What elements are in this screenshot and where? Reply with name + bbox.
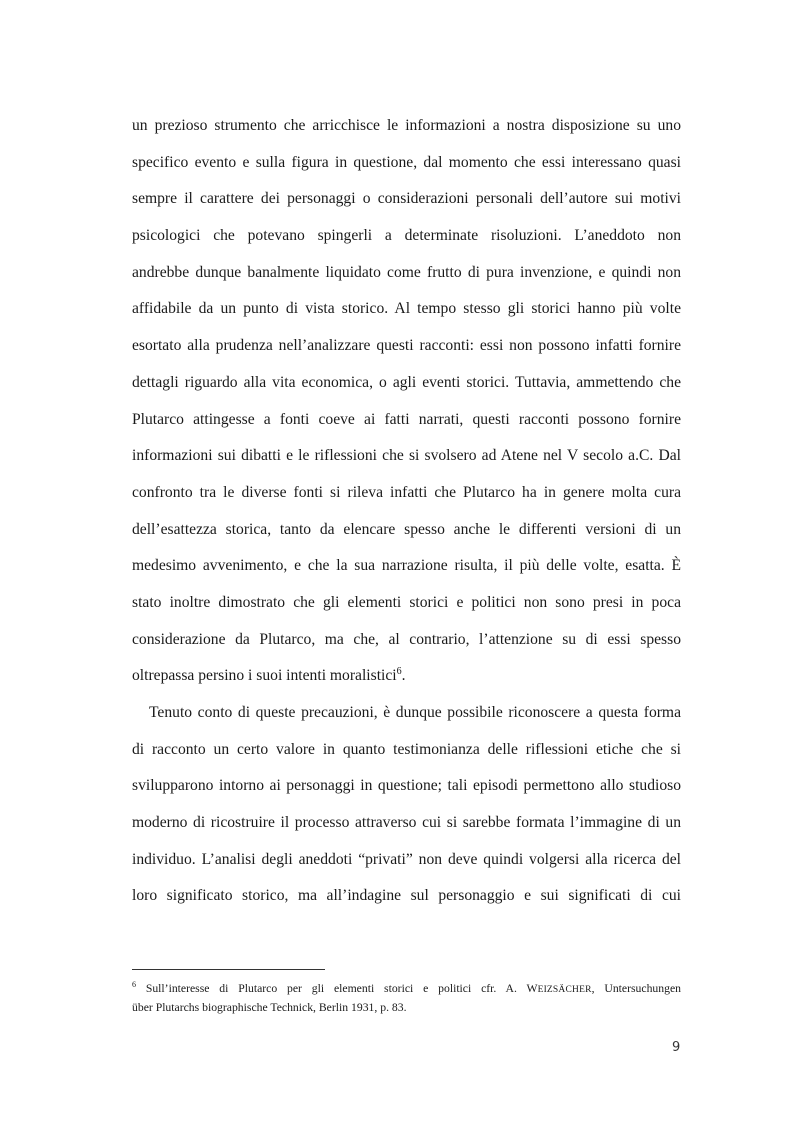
text-line: individuo. L’analisi degli aneddoti “privati” non deve quindi volgersi alla ricerca del [132,850,681,868]
footnote-text-start: Sull’interesse di Plutarco per gli elementi storici e politici cfr. A. W [136,982,538,995]
text-line: esortato alla prudenza nell’analizzare questi racconti: essi non possono infatti fornire [132,337,681,355]
text-line: di racconto un certo valore in quanto testimonianza delle riflessioni etiche che si [132,740,681,758]
footnote-line [132,980,681,999]
text-line: affidabile da un punto di vista storico. Al tempo stesso gli storici hanno più volte [132,300,681,318]
text-line: sempre il carattere dei personaggi o considerazioni personali dell’autore sui motivi [132,190,681,208]
text-line: Tenuto conto di queste precauzioni, è dunque possibile riconoscere a questa forma [149,704,681,721]
footnote-line: über Plutarchs biographische Technick, Berlin 1931, p. 83. [132,1001,407,1014]
footnote-author: EIZSÄCHER [537,985,592,995]
text-line: svilupparono intorno ai personaggi in questione; tali episodi permettono allo studioso [132,777,681,795]
page-number: 9 [672,1040,681,1055]
footnote-reference[interactable]: 6 [396,666,402,678]
footnote-number: 6 [132,980,136,990]
text-line: andrebbe dunque banalmente liquidato come frutto di pura invenzione, e quindi non [132,263,681,281]
text-line: Plutarco attingesse a fonti coeve ai fatti narrati, questi racconti possono fornire [132,410,681,428]
last-line-end: . [401,667,406,685]
text-line: medesimo avvenimento, e che la sua narrazione risulta, il più delle volte, esatta. È [132,557,681,575]
text-line: moderno di ricostruire il processo attraverso cui si sarebbe formata l’immagine di un [132,814,681,832]
last-line-text: oltrepassa persino i suoi intenti moralistici [132,667,397,685]
footnote [132,980,681,1016]
text-line-last [132,658,681,695]
text-line: informazioni sui dibatti e le riflessioni che si svolsero ad Atene nel V secolo a.C. Dal [132,447,681,465]
paragraph-1 [132,108,681,695]
footnote-text-end: , Untersuchungen [591,982,681,995]
text-line: dell’esattezza storica, tanto da elencare spesso anche le differenti versioni di un [132,520,681,538]
text-line: psicologici che potevano spingerli a determinate risoluzioni. L’aneddoto non [132,227,681,245]
text-line: loro significato storico, ma all’indagine sul personaggio e sui significati di cui [132,887,681,905]
text-line: un prezioso strumento che arricchisce le informazioni a nostra disposizione su uno [132,117,681,134]
footnote-separator [132,969,325,970]
text-line: considerazione da Plutarco, ma che, al contrario, l’attenzione su di essi spesso [132,630,681,648]
text-line: confronto tra le diverse fonti si rileva infatti che Plutarco ha in genere molta cura [132,483,681,501]
body-text [132,108,681,915]
text-line: stato inoltre dimostrato che gli elementi storici e politici non sono presi in poca [132,593,681,611]
paragraph-2 [132,695,681,915]
text-line: specifico evento e sulla figura in questione, dal momento che essi interessano quasi [132,153,681,171]
text-line: dettagli riguardo alla vita economica, o agli eventi storici. Tuttavia, ammettendo che [132,373,681,391]
